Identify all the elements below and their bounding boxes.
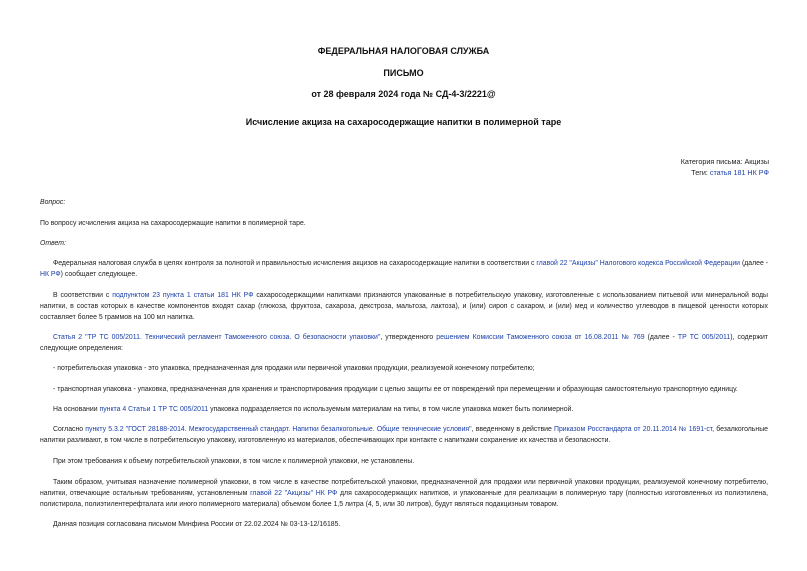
tag-link[interactable]: статья 181 НК РФ [709, 168, 769, 177]
tags-label: Теги: [691, 168, 710, 177]
agency-title: ФЕДЕРАЛЬНАЯ НАЛОГОВАЯ СЛУЖБА [317, 46, 490, 56]
p3-text-a: , утвержденного [380, 334, 437, 341]
definition-transport-packaging: - транспортная упаковка - упаковка, предназначенная для хранения и транспортирования продукции с целью защиты ее от повреждений при перемещении и образующая самостоятельную транспортную единицу. [53, 386, 738, 393]
doc-date-number: от 28 февраля 2024 года № СД-4-3/2221@ [311, 89, 496, 99]
p5-text-c: , безалкогольные напитки разливают, в том числе в потребительскую упаковку, изготовленную из материалов, обеспечивающих при контакте с напитками сохранение их качества и безопасности. [40, 426, 768, 445]
p1-text-b: (далее - [740, 260, 768, 267]
doc-subject: Исчисление акциза на сахаросодержащие напитки в полимерной таре [245, 117, 562, 127]
p4-text-a: На основании [53, 406, 100, 413]
answer-label: Ответ: [40, 240, 66, 247]
link-nk-rf[interactable]: НК РФ [40, 271, 61, 279]
doc-type: ПИСЬМО [383, 68, 424, 78]
paragraph-2 [40, 290, 768, 324]
letter-tags [691, 168, 769, 177]
p1-text-a: Федеральная налоговая служба в целях контроля за полнотой и правильностью исчисления акцизов на сахаросодержащие напитки в соответствии с [53, 260, 537, 267]
paragraph-3 [40, 332, 768, 354]
link-commission-decision-769[interactable]: решением Комиссии Таможенного союза от 16.08.2011 № 769 [436, 334, 645, 341]
link-para-4-art-1-tr-ts[interactable]: пункта 4 Статьи 1 ТР ТС 005/2011 [99, 406, 209, 413]
link-rosstandart-order-1691[interactable]: Приказом Росстандарта от 20.11.2014 № 1691-ст [554, 426, 713, 433]
question-text: По вопросу исчисления акциза на сахаросодержащие напитки в полимерной таре. [40, 220, 306, 227]
p1-text-c: ) сообщает следующее. [60, 271, 138, 279]
p3-text-b: (далее - [644, 334, 678, 341]
link-tr-ts-005-2011[interactable]: ТР ТС 005/2011 [677, 334, 731, 341]
p4-text-b: упаковка подразделяется по используемым материалам на типы, в том числе упаковка может быть полимерной. [208, 406, 574, 413]
paragraph-5 [40, 424, 768, 446]
link-chapter-22-nk-rf[interactable]: главой 22 "Акцизы" НК РФ [250, 490, 338, 498]
paragraph-8: Данная позиция согласована письмом Минфина России от 22.02.2024 № 03-13-12/16185. [53, 521, 341, 528]
question-label: Вопрос: [40, 199, 66, 206]
p7-text-a: Таким образом, учитывая назначение полимерной упаковки, в том числе в качестве потребительской упаковки, предназначенной для продажи или первичной упаковки продукции, реализуемой конечному потребителю, напитки, отвечающие остальным требованиям, установленным [40, 479, 768, 498]
p5-text-b: , введенному в действие [471, 426, 554, 433]
paragraph-4 [40, 404, 768, 415]
p2-text-b: сахаросодержащими напитками признаются упакованные в потребительскую упаковку, изготовленные с использованием питьевой или минеральной воды напитки, в состав которых в качестве компонентов входят сахар (глюкоза, фруктоза, сахароза, декстроза, мальтоза, лактоза), и (или) сироп с сахаром, и (или) мед и количество углеводов в пищевой ценности которых составляет более 5 граммов на 100 мл напитка. [40, 292, 768, 322]
p3-text-c: ), содержит следующие определения: [40, 334, 768, 353]
p5-text-a: Согласно [53, 426, 86, 433]
paragraph-1 [40, 258, 768, 280]
letter-category: Категория письма: Акцизы [680, 157, 769, 166]
link-tr-ts-article-2[interactable]: Статья 2 "ТР ТС 005/2011. Технический регламент Таможенного союза. О безопасности упаковки" [53, 334, 381, 341]
definition-consumer-packaging: - потребительская упаковка - это упаковка, предназначенная для продажи или первичной упаковки продукции, реализуемой конечному потребителю; [53, 365, 535, 372]
link-gost-28188-2014[interactable]: пункту 5.3.2 "ГОСТ 28188-2014. Межгосударственный стандарт. Напитки безалкогольные. Общие технические условия" [85, 426, 472, 433]
paragraph-7 [40, 477, 768, 511]
link-subpara-23-art-181[interactable]: подпунктом 23 пункта 1 статьи 181 НК РФ [112, 292, 254, 299]
link-chapter-22-tax-code[interactable]: главой 22 "Акцизы" Налогового кодекса Российской Федерации [536, 260, 741, 267]
paragraph-6: При этом требования к объему потребительской упаковки, в том числе к полимерной упаковки, не установлены. [53, 458, 415, 465]
p7-text-b: для сахаросодержащих напитков, и упакованные для реализации в полимерную тару (полностью изготовленных из полиэтилена, полистирола, полиэтилентерефталата или иного полимерного материала) объемом более 1,5 литра (4, 5, или 30 литров), будут являться подакцизным товаром. [40, 490, 768, 509]
p2-text-a: В соответствии с [53, 292, 113, 299]
